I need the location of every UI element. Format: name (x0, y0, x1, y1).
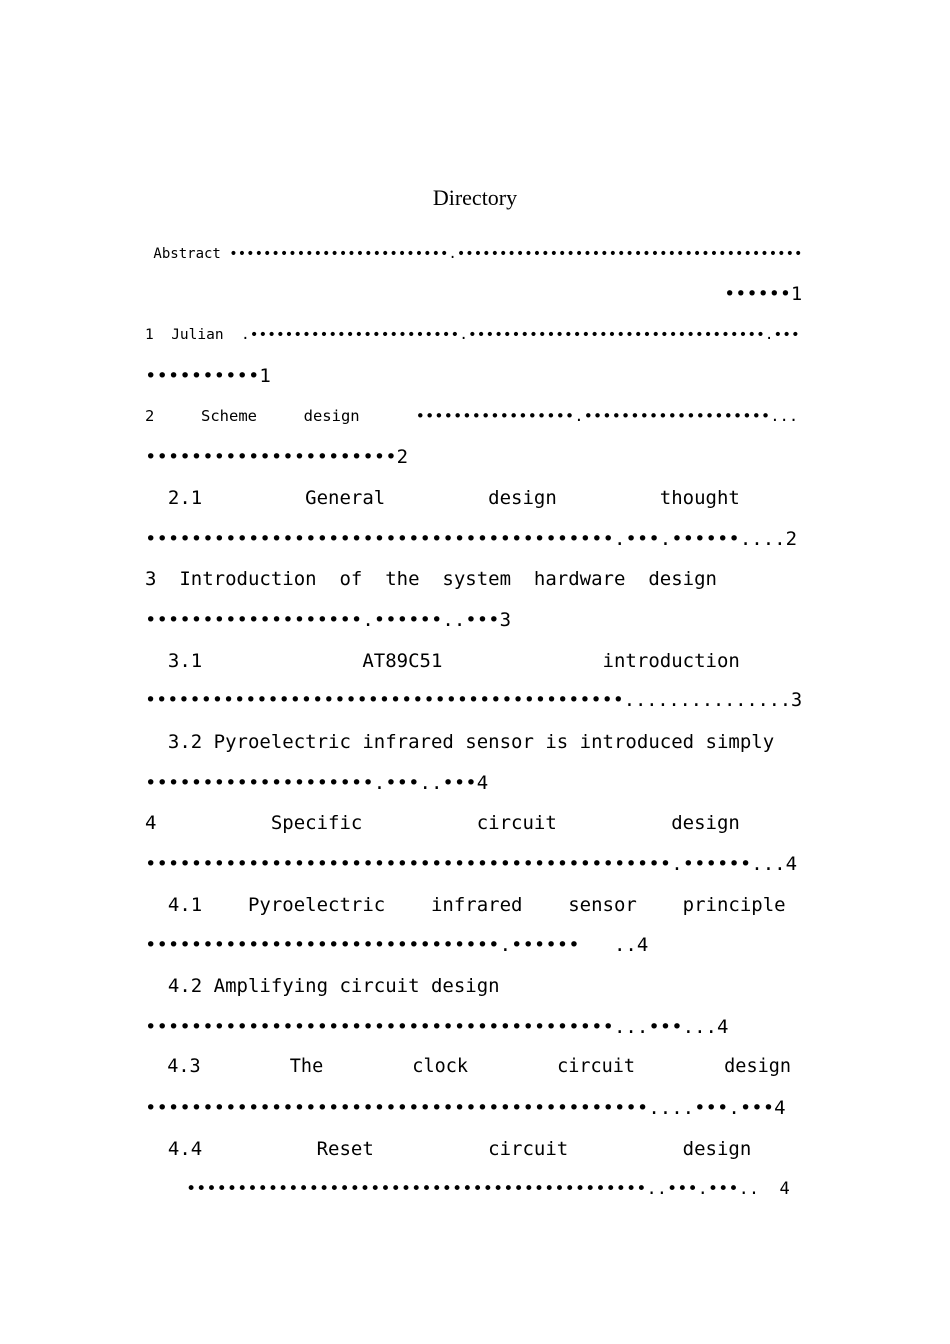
toc-line: •••••••••••••••••••••••••••••••••••••••••...•••...4 (145, 1016, 729, 1038)
toc-line: 4.4 Reset circuit design (145, 1138, 752, 1160)
toc-line: ••••••••••••••••••••••••••••••••••••••••••••••.••••••...4 (145, 853, 798, 875)
toc-line: 1 Julian .••••••••••••••••••••••••.••••••••••••••••••••••••••••••••••.••• (145, 327, 800, 343)
toc-line: ••••••••••••••••••••.•••..•••4 (145, 772, 489, 794)
toc-line: 2.1 General design thought (145, 487, 740, 509)
toc-line: •••••••••••••••••••••••••••••••.•••••• ..4 (145, 934, 649, 956)
toc-line: 4.2 Amplifying circuit design (145, 975, 500, 997)
toc-line: Abstract ••••••••••••••••••••••••••.••••••••••••••••••••••••••••••••••••••••• (145, 246, 803, 262)
toc-line: ••••••••••••••••••••••••••••••••••••••••••••....•••.•••4 (145, 1097, 786, 1119)
toc-line: ••••••1 (145, 284, 803, 305)
page-title: Directory (432, 185, 518, 210)
toc-line: 3.1 AT89C51 introduction (145, 650, 740, 672)
toc-line: ••••••••••••••••••••••2 (145, 446, 409, 468)
toc-line: ••••••••••1 (145, 365, 271, 387)
toc-line: 3 Introduction of the system hardware design (145, 568, 717, 590)
toc-line: 3.2 Pyroelectric infrared sensor is introduced simply (145, 731, 775, 753)
toc-line: 4.3 The clock circuit design (145, 1056, 792, 1077)
toc-line: •••••••••••••••••••••••••••••••••••••••••••...............3 (145, 690, 803, 711)
toc-line: 4.1 Pyroelectric infrared sensor principle (145, 894, 786, 916)
toc-line: •••••••••••••••••••••••••••••••••••••••••.•••.••••••....2 (145, 528, 798, 550)
toc-line: 2 Scheme design •••••••••••••••••.••••••••••••••••••••... (145, 407, 799, 425)
toc-line: •••••••••••••••••••••••••••••••••••••••••••••..•••.•••.. 4 (145, 1179, 790, 1199)
toc-line: 4 Specific circuit design (145, 812, 740, 834)
toc-line: •••••••••••••••••••.••••••..•••3 (145, 609, 512, 631)
